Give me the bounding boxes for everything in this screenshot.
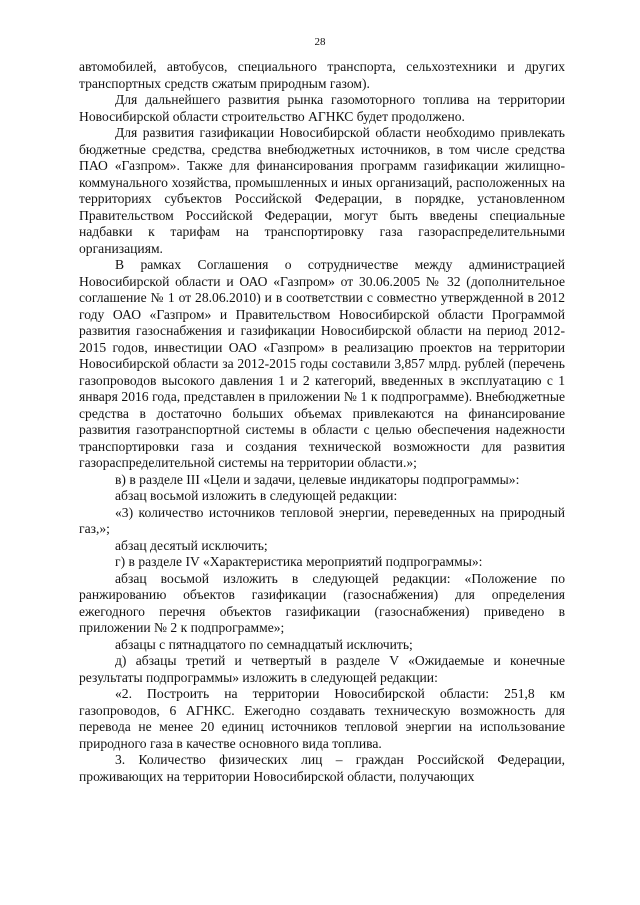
paragraph: «3) количество источников тепловой энергии, переведенных на природный газ,»;	[79, 504, 565, 536]
paragraph: в) в разделе III «Цели и задачи, целевые индикаторы подпрограммы»:	[115, 471, 520, 487]
paragraph: абзац десятый исключить;	[115, 537, 268, 553]
paragraph: г) в разделе IV «Характеристика мероприятий подпрограммы»:	[115, 554, 483, 569]
paragraph: абзацы с пятнадцатого по семнадцатый исключить;	[115, 636, 413, 652]
paragraph: д) абзацы третий и четвертый в разделе V «Ожидаемые и конечные результаты подпрограммы» изложить в следующей редакции:	[79, 653, 565, 685]
paragraph: Для развития газификации Новосибирской области необходимо привлекать бюджетные средства, средства внебюджетных источников, в том числе средства ПАО «Газпром». Также для финансирования программ газификации жилищно-коммунального хозяйства, промышленных и иных организаций, расположенных на территориях субъектов Российской Федерации, в порядке, установленном Правительством Российской Федерации, могут быть введены специальные надбавки к тарифам на транспортировку газа газораспределительными организациям.	[79, 125, 565, 256]
paragraph: 3. Количество физических лиц – граждан Российской Федерации, проживающих на территории Новосибирской области, получающих	[79, 752, 565, 784]
paragraph: абзац восьмой изложить в следующей редакции: «Положение по ранжированию объектов газификации (газоснабжения) для определения ежегодного перечня объектов газификации (газоснабжения) приведено в приложении № 2 к подпрограмме»;	[79, 570, 565, 635]
paragraph: В рамках Соглашения о сотрудничестве между администрацией Новосибирской области и ОАО «Газпром» от 30.06.2005 № 32 (дополнительное соглашение № 1 от 28.06.2010) и в соответствии с совместно утвержденной в 2012 году ОАО «Газпром» и Правительством Новосибирской области Программой развития газоснабжения и газификации Новосибирской области на период 2012-2015 годов, инвестиции ОАО «Газпром» в реализацию проектов на территории Новосибирской области за 2012-2015 годы составили 3,857 млрд. рублей (перечень газопроводов высокого давления 1 и 2 категорий, введенных в эксплуатацию с 1 января 2016 года, представлен в приложении № 1 к подпрограмме). Внебюджетные средства в достаточно больших объемах привлекаются на финансирование развития газотранспортной системы в области с целью обеспечения надежности транспортировки газа и создания технической возможности для развития газораспределительной системы на территории области.»;	[79, 257, 565, 470]
paragraph: автомобилей, автобусов, специального транспорта, сельхозтехники и других транспортных средств сжатым природным газом).	[79, 59, 565, 91]
page-number: 28	[314, 36, 326, 48]
paragraph: абзац восьмой изложить в следующей редакции:	[115, 488, 398, 503]
document-body	[79, 59, 565, 785]
paragraph: «2. Построить на территории Новосибирской области: 251,8 км газопроводов, 6 АГНКС. Ежегодно создавать техническую возможность для перевода не менее 20 единиц источников тепловой энергии на использование природного газа в качестве основного вида топлива.	[79, 686, 565, 751]
paragraph: Для дальнейшего развития рынка газомоторного топлива на территории Новосибирской области строительство АГНКС будет продолжено.	[79, 92, 565, 124]
